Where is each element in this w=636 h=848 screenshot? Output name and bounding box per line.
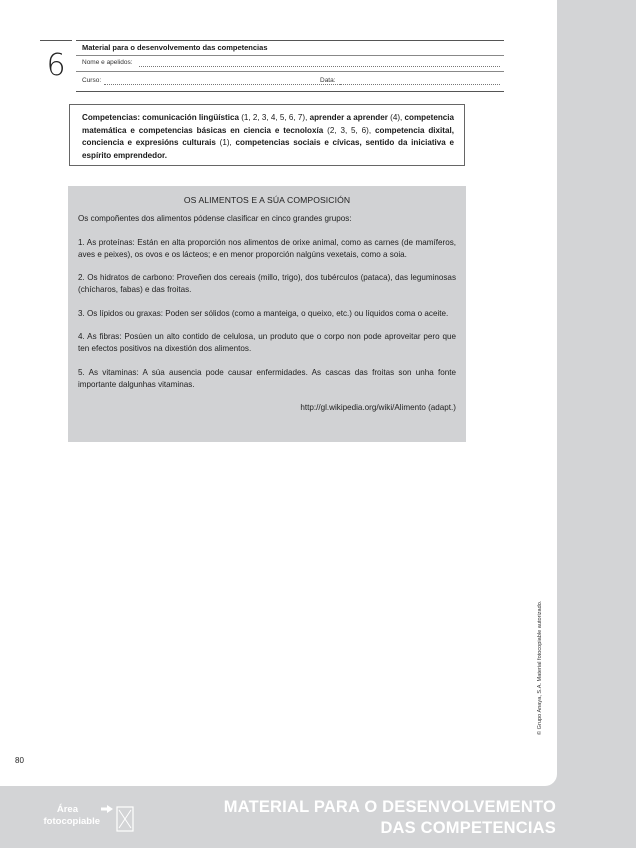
- header-divider: [76, 55, 504, 56]
- unit-number: 6: [40, 40, 72, 91]
- copyright-note: © Grupo Anaya, S.A. Material fotocopiable autorizado.: [537, 600, 543, 735]
- competence-items: (4),: [387, 113, 405, 122]
- name-label: Nome e apelidos:: [82, 59, 133, 66]
- area-label: Área: [56, 804, 78, 815]
- photocopiable-area-label: [20, 804, 100, 828]
- footer-title-line: MATERIAL PARA O DESENVOLVEMENTO: [223, 798, 556, 816]
- competence-label: competencia dixital, conciencia e expresións culturais: [82, 125, 454, 147]
- reading-item: 1. As proteínas: Están en alta proporción nos alimentos de orixe animal, como as carnes (de mamíferos, aves e peixes), os ovos e os lácteos; e en menor proporción nalgúns vexetais, como a soia.: [78, 237, 456, 259]
- competence-label: competencias sociais e cívicas, sentido da iniciativa e espírito emprendedor.: [82, 138, 454, 160]
- arrow-right-icon: [101, 805, 113, 813]
- reading-item: 5. As vitaminas: A súa ausencia pode causar enfermidades. As cascas das froitas son unha fonte importante dalgunhas vitaminas.: [78, 367, 456, 389]
- reading-item: 4. As fibras: Posúen un alto contido de celulosa, un produto que o corpo non pode aproveitar pero que ten efectos positivos na dixestión dos alimentos.: [78, 332, 456, 354]
- course-label: Curso:: [82, 77, 102, 84]
- page-number: 80: [15, 756, 24, 765]
- reading-item: 3. Os lípidos ou graxas: Poden ser sólidos (como a manteiga, o queixo, etc.) ou líquidos coma o aceite.: [78, 308, 449, 318]
- photocopy-icon: [116, 806, 134, 832]
- student-header: [76, 40, 504, 92]
- date-label: Data:: [320, 77, 336, 84]
- reading-intro: Os compoñentes dos alimentos pódense clasificar en cinco grandes grupos:: [78, 214, 352, 224]
- footer-title: [180, 797, 556, 839]
- competence-items: (2, 3, 5, 6),: [323, 125, 375, 135]
- header-title: Material para o desenvolvemento das competencias: [82, 43, 268, 52]
- footer-title-line: DAS COMPETENCIAS: [380, 819, 556, 837]
- reading-box: [68, 186, 466, 442]
- photocopiable-label: fotocopiable: [43, 816, 100, 827]
- competence-label: Competencias: comunicación lingüística: [82, 113, 239, 122]
- competence-label: competencia matemática e competencias básicas en ciencia e tecnoloxía: [82, 113, 455, 135]
- name-field[interactable]: [139, 66, 500, 67]
- competence-items: (1),: [215, 138, 236, 147]
- source-link: http://gl.wikipedia.org/wiki/Alimento (adapt.): [300, 403, 456, 413]
- competence-label: aprender a aprender: [309, 113, 388, 122]
- competence-items: (1, 2, 3, 4, 5, 6, 7),: [238, 113, 310, 122]
- header-divider: [76, 71, 504, 72]
- competences-box: [69, 104, 465, 166]
- reading-item: 2. Os hidratos de carbono: Proveñen dos cereais (millo, trigo), dos tubérculos (pataca), das leguminosas (chícharos, fabas) e das froitas.: [78, 273, 456, 295]
- date-field[interactable]: [340, 84, 500, 85]
- reading-title: OS ALIMENTOS E A SÚA COMPOSICIÓN: [183, 195, 351, 205]
